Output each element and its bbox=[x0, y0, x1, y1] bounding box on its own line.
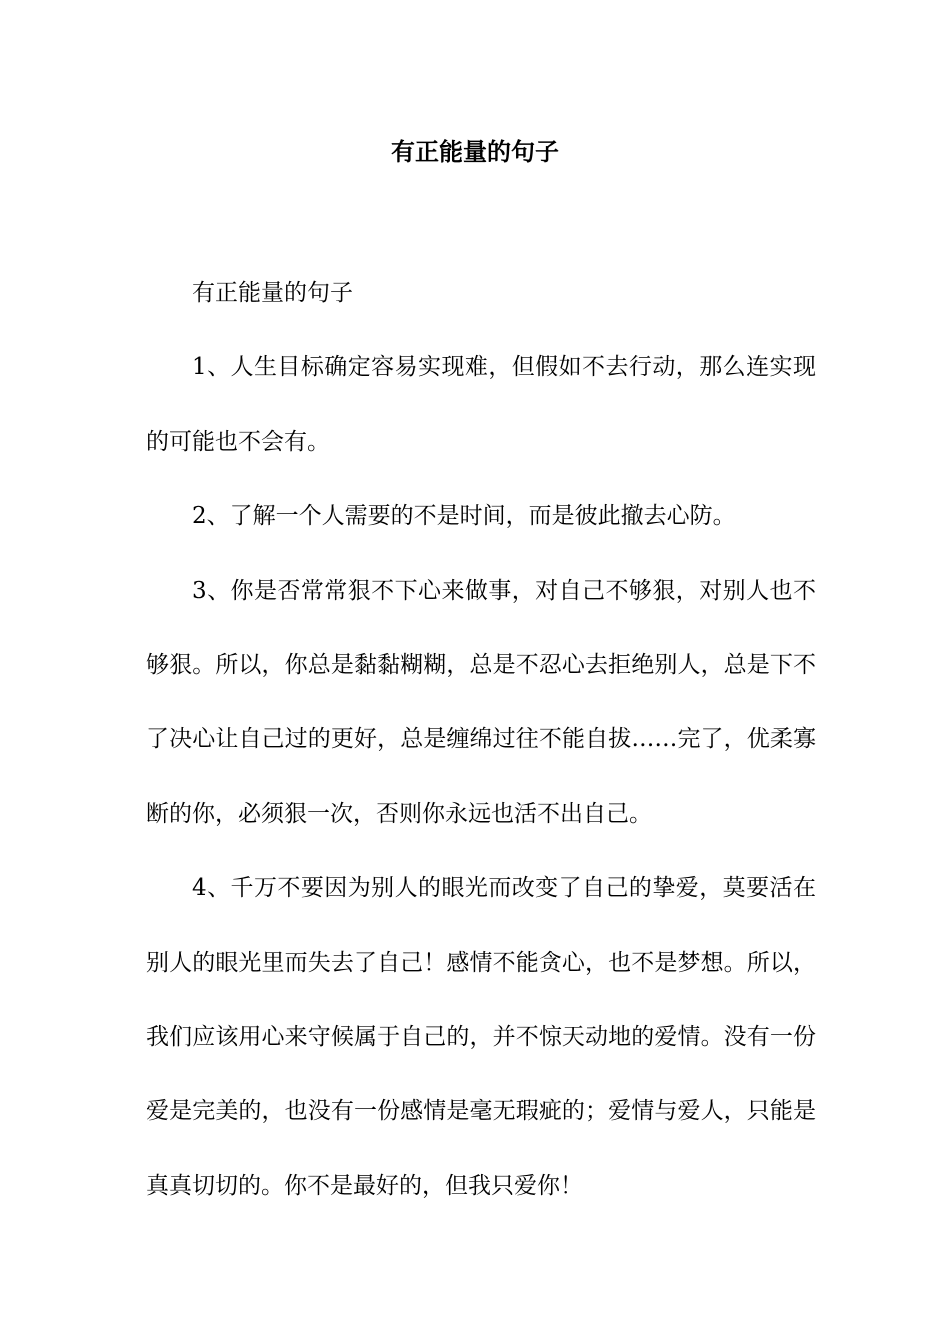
paragraph-heading: 有正能量的句子 bbox=[192, 280, 353, 306]
document-title: 有正能量的句子 bbox=[391, 138, 559, 166]
paragraph-item-4: 4、千万不要因为别人的眼光而改变了自己的挚爱，莫要活在别人的眼光里而失去了自己！感情不能贪心，也不是梦想。所以，我们应该用心来守候属于自己的，并不惊天动地的爱情。没有一份爱是完美的，也没有一份感情是毫无瑕疵的；爱情与爱人，只能是真真切切的。你不是最好的，但我只爱你！ bbox=[146, 875, 816, 1199]
paragraph-item-3: 3、你是否常常狠不下心来做事，对自己不够狠，对别人也不够狠。所以，你总是黏黏糊糊，总是不忍心去拒绝别人，总是下不了决心让自己过的更好，总是缠绵过往不能自拔……完了，优柔寡断的你，必须狠一次，否则你永远也活不出自己。 bbox=[146, 577, 816, 827]
document-body bbox=[146, 256, 816, 1223]
paragraph-item-2: 2、了解一个人需要的不是时间，而是彼此撤去心防。 bbox=[192, 503, 736, 530]
paragraph-item-1: 1、人生目标确定容易实现难，但假如不去行动，那么连实现的可能也不会有。 bbox=[146, 354, 816, 455]
